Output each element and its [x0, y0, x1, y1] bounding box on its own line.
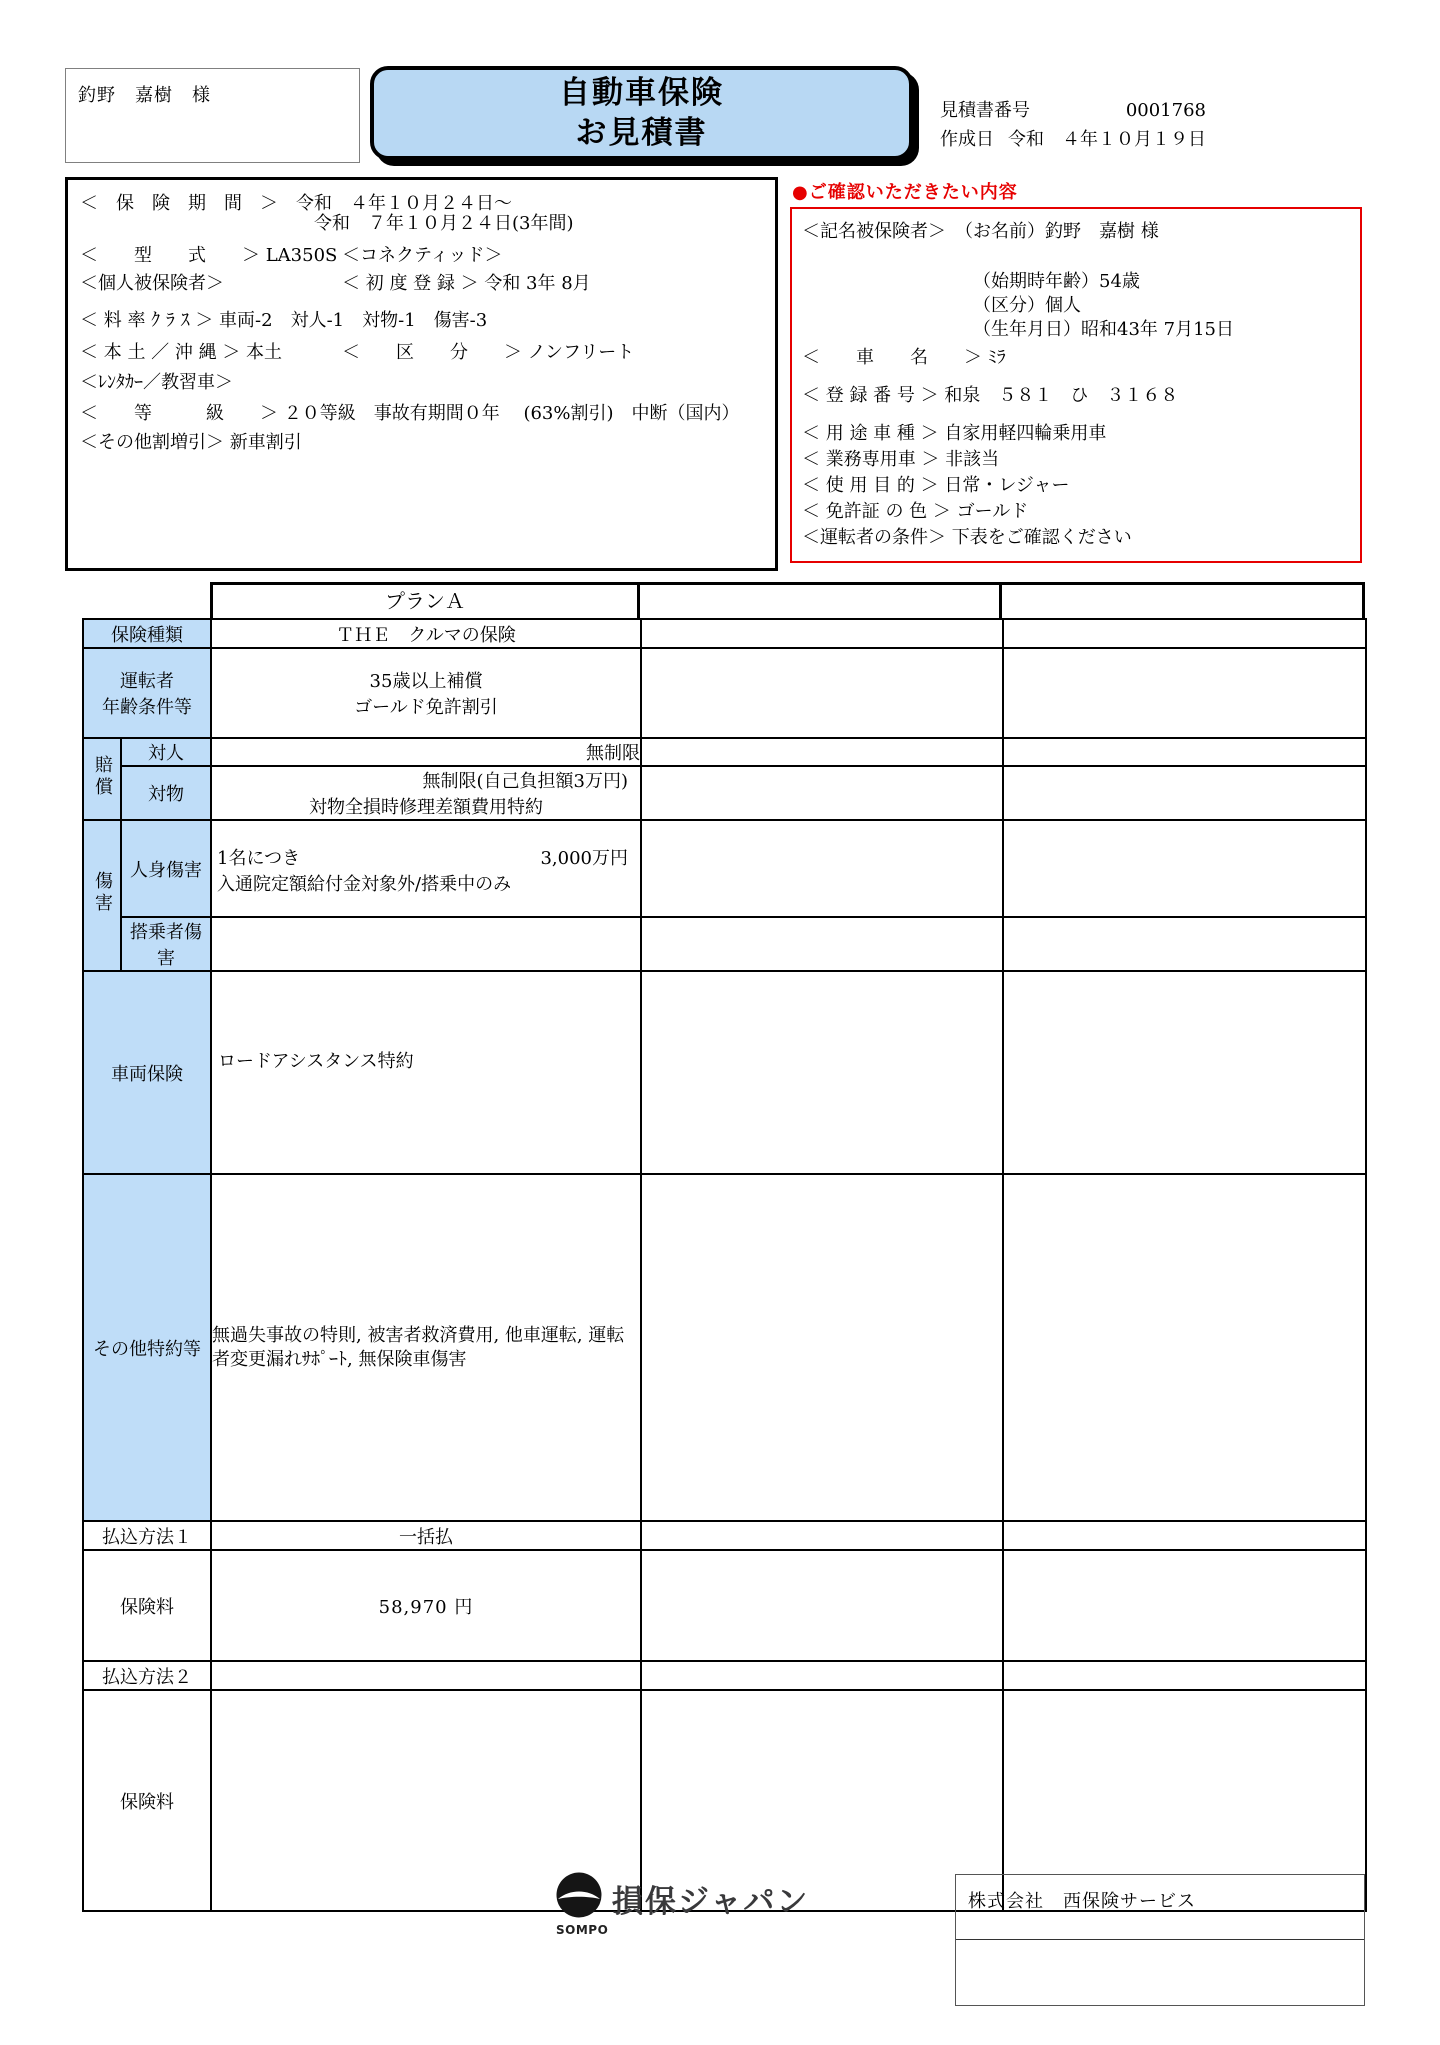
empty-cell: [211, 1661, 641, 1690]
empty-cell: [211, 917, 641, 971]
confirm-line-age: （始期時年齢）54歳: [802, 271, 1140, 292]
sompo-logo: [556, 1872, 946, 1938]
premium-1-label: 保険料: [83, 1550, 211, 1661]
injury-group-label: [83, 820, 121, 971]
coverage-table: [82, 618, 1367, 1912]
row-premium-1: [83, 1550, 1366, 1661]
policy-line-rental: ＜ﾚﾝﾀｶｰ／教習車＞: [80, 372, 233, 393]
other-riders-value: 無過失事故の特則, 被害者救済費用, 他車運転, 運転者変更漏れｻﾎﾟｰﾄ, 無保険車傷害: [211, 1174, 641, 1521]
payment-method-1-value: 一括払: [211, 1521, 641, 1550]
row-insurance-type: [83, 619, 1366, 648]
insurance-type-value: ＴＨＥ クルマの保険: [211, 619, 641, 648]
driver-age-value-line1: 35歳以上補償: [369, 671, 483, 692]
empty-cell: [641, 619, 1003, 648]
confirm-line-driver-cond: ＜運転者の条件＞ 下表をご確認ください: [802, 527, 1132, 548]
empty-cell: [1003, 1174, 1366, 1521]
empty-cell: [1003, 917, 1366, 971]
empty-cell: [1003, 648, 1366, 738]
policy-line-mainland: ＜ 本 土 ／ 沖 縄 ＞ 本土 ＜ 区 分 ＞ ノンフリート: [80, 342, 635, 363]
customer-name-box: [65, 68, 360, 163]
liability-group-label: [83, 738, 121, 820]
confirm-line-category: （区分）個人: [802, 295, 1081, 316]
title-line-2: お見積書: [575, 115, 708, 151]
row-driver-age: [83, 648, 1366, 738]
driver-age-label-line2: 年齢条件等: [102, 697, 192, 718]
plan-header-row: [210, 582, 1365, 618]
sompo-logo-subtext: SOMPO: [556, 1923, 609, 1937]
row-payment-method-2: [83, 1661, 1366, 1690]
empty-cell: [1003, 971, 1366, 1174]
quote-number-row: [940, 96, 1206, 125]
empty-cell: [1003, 738, 1366, 766]
property-liability-label: 対物: [121, 766, 211, 820]
empty-cell: [1003, 766, 1366, 820]
row-bodily-liability: [83, 738, 1366, 766]
policy-line-rate-class: ＜ 料 率 ｸ ﾗ ｽ ＞ 車両-2 対人-1 対物-1 傷害-3: [80, 310, 488, 331]
policy-line-model: ＜ 型 式 ＞ LA350S ＜コネクティッド＞: [80, 245, 503, 266]
empty-cell: [641, 971, 1003, 1174]
title-line-1: 自動車保険: [559, 75, 724, 111]
created-date-row: [940, 125, 1206, 154]
row-personal-injury: [83, 820, 1366, 917]
empty-cell: [641, 1661, 1003, 1690]
driver-age-value: [211, 648, 641, 738]
empty-cell: [641, 1550, 1003, 1661]
personal-injury-amount-line: [212, 841, 640, 870]
empty-cell: [641, 648, 1003, 738]
confirm-section-heading: ●ご確認いただきたい内容: [792, 182, 1018, 203]
payment-method-2-label: 払込方法２: [83, 1661, 211, 1690]
quote-meta: [940, 96, 1206, 154]
confirm-line-vehicle-use: ＜ 用 途 車 種 ＞ 自家用軽四輪乗用車: [802, 423, 1107, 444]
row-other-riders: [83, 1174, 1366, 1521]
policy-line-period-end: 令和 ７年１０月２４日(3年間): [80, 213, 574, 234]
property-liability-limit: 無制限(自己負担額3万円): [422, 771, 628, 792]
confirm-line-car-name: ＜ 車 名 ＞ ﾐﾗ: [802, 347, 1006, 368]
policy-line-other-discount: ＜その他割増引＞ 新車割引: [80, 432, 302, 453]
vehicle-insurance-rider: ロードアシスタンス特約: [218, 1050, 414, 1072]
empty-cell: [1003, 820, 1366, 917]
insurance-type-label: 保険種類: [83, 619, 211, 648]
property-liability-rider: 対物全損時修理差額費用特約: [309, 797, 543, 818]
policy-line-period: ＜ 保 険 期 間 ＞ 令和 ４年１０月２４日～: [80, 193, 512, 214]
empty-cell: [1003, 1521, 1366, 1550]
row-passenger-injury: [83, 917, 1366, 971]
agency-name: 株式会社 西保険サービス: [968, 1891, 1196, 1912]
confirm-line-registration: ＜ 登 録 番 号 ＞ 和泉 ５８１ ひ ３１６８: [802, 385, 1179, 406]
sompo-company-name: 損保ジャパン: [612, 1884, 810, 1920]
quote-number-label: 見積書番号: [940, 100, 1030, 121]
confirm-line-license-color: ＜ 免許証 の 色 ＞ ゴールド: [802, 501, 1029, 522]
agency-underline: [956, 1939, 1364, 1940]
personal-injury-label: 人身傷害: [121, 820, 211, 917]
premium-1-value: 58,970 円: [211, 1550, 641, 1661]
row-payment-method-1: [83, 1521, 1366, 1550]
other-riders-label: その他特約等: [83, 1174, 211, 1521]
personal-injury-per-person: 1名につき: [217, 848, 301, 869]
policy-info-box: [65, 177, 778, 571]
injury-group-text: 傷害: [92, 871, 113, 915]
vehicle-insurance-value: [211, 971, 641, 1174]
passenger-injury-label: 搭乗者傷害: [121, 917, 211, 971]
empty-cell: [641, 766, 1003, 820]
document-title-badge: [370, 66, 913, 160]
empty-cell: [641, 917, 1003, 971]
premium-2-label: 保険料: [83, 1690, 211, 1911]
driver-age-label: [83, 648, 211, 738]
plan-a-header: プランＡ: [210, 582, 640, 618]
agency-box: [955, 1874, 1365, 2006]
plan-b-header: [640, 582, 1002, 618]
driver-age-label-line1: 運転者: [120, 671, 174, 692]
vehicle-insurance-label: 車両保険: [83, 971, 211, 1174]
empty-cell: [641, 820, 1003, 917]
customer-name: 釣野 嘉樹 様: [78, 85, 211, 106]
confirm-box: [790, 207, 1362, 563]
confirm-line-business-use: ＜ 業務専用車 ＞ 非該当: [802, 449, 1000, 470]
liability-group-text: 賠償: [92, 754, 113, 799]
property-liability-value: [211, 766, 641, 820]
empty-cell: [641, 1521, 1003, 1550]
bodily-liability-label: 対人: [121, 738, 211, 766]
policy-line-grade: ＜ 等 級 ＞ ２０等級 事故有期間０年 (63%割引) 中断（国内）: [80, 403, 740, 424]
personal-injury-amount: 3,000万円: [540, 848, 628, 869]
row-property-liability: [83, 766, 1366, 820]
quote-number-value: 0001768: [1125, 100, 1206, 121]
confirm-line-purpose: ＜ 使 用 目 的 ＞ 日常・レジャー: [802, 475, 1070, 496]
plan-c-header: [1002, 582, 1365, 618]
sompo-logo-icon: [556, 1872, 602, 1918]
payment-method-1-label: 払込方法１: [83, 1521, 211, 1550]
empty-cell: [1003, 1550, 1366, 1661]
empty-cell: [641, 1174, 1003, 1521]
empty-cell: [641, 738, 1003, 766]
created-date-label: 作成日: [940, 129, 994, 150]
bodily-liability-value: 無制限: [211, 738, 641, 766]
row-vehicle-insurance: [83, 971, 1366, 1174]
confirm-line-named-insured: ＜記名被保険者＞ （お名前）釣野 嘉樹 様: [802, 221, 1159, 242]
personal-injury-value: [211, 820, 641, 917]
empty-cell: [1003, 1661, 1366, 1690]
personal-injury-note: 入通院定額給付金対象外/搭乗中のみ: [217, 874, 512, 895]
confirm-line-birthdate: （生年月日）昭和43年 7月15日: [802, 319, 1234, 340]
policy-line-insured: ＜個人被保険者＞ ＜ 初 度 登 録 ＞ 令和 3年 8月: [80, 273, 591, 294]
created-date-value: 令和 ４年１０月１９日: [1008, 129, 1206, 150]
empty-cell: [1003, 619, 1366, 648]
driver-age-value-line2: ゴールド免許割引: [354, 697, 498, 718]
